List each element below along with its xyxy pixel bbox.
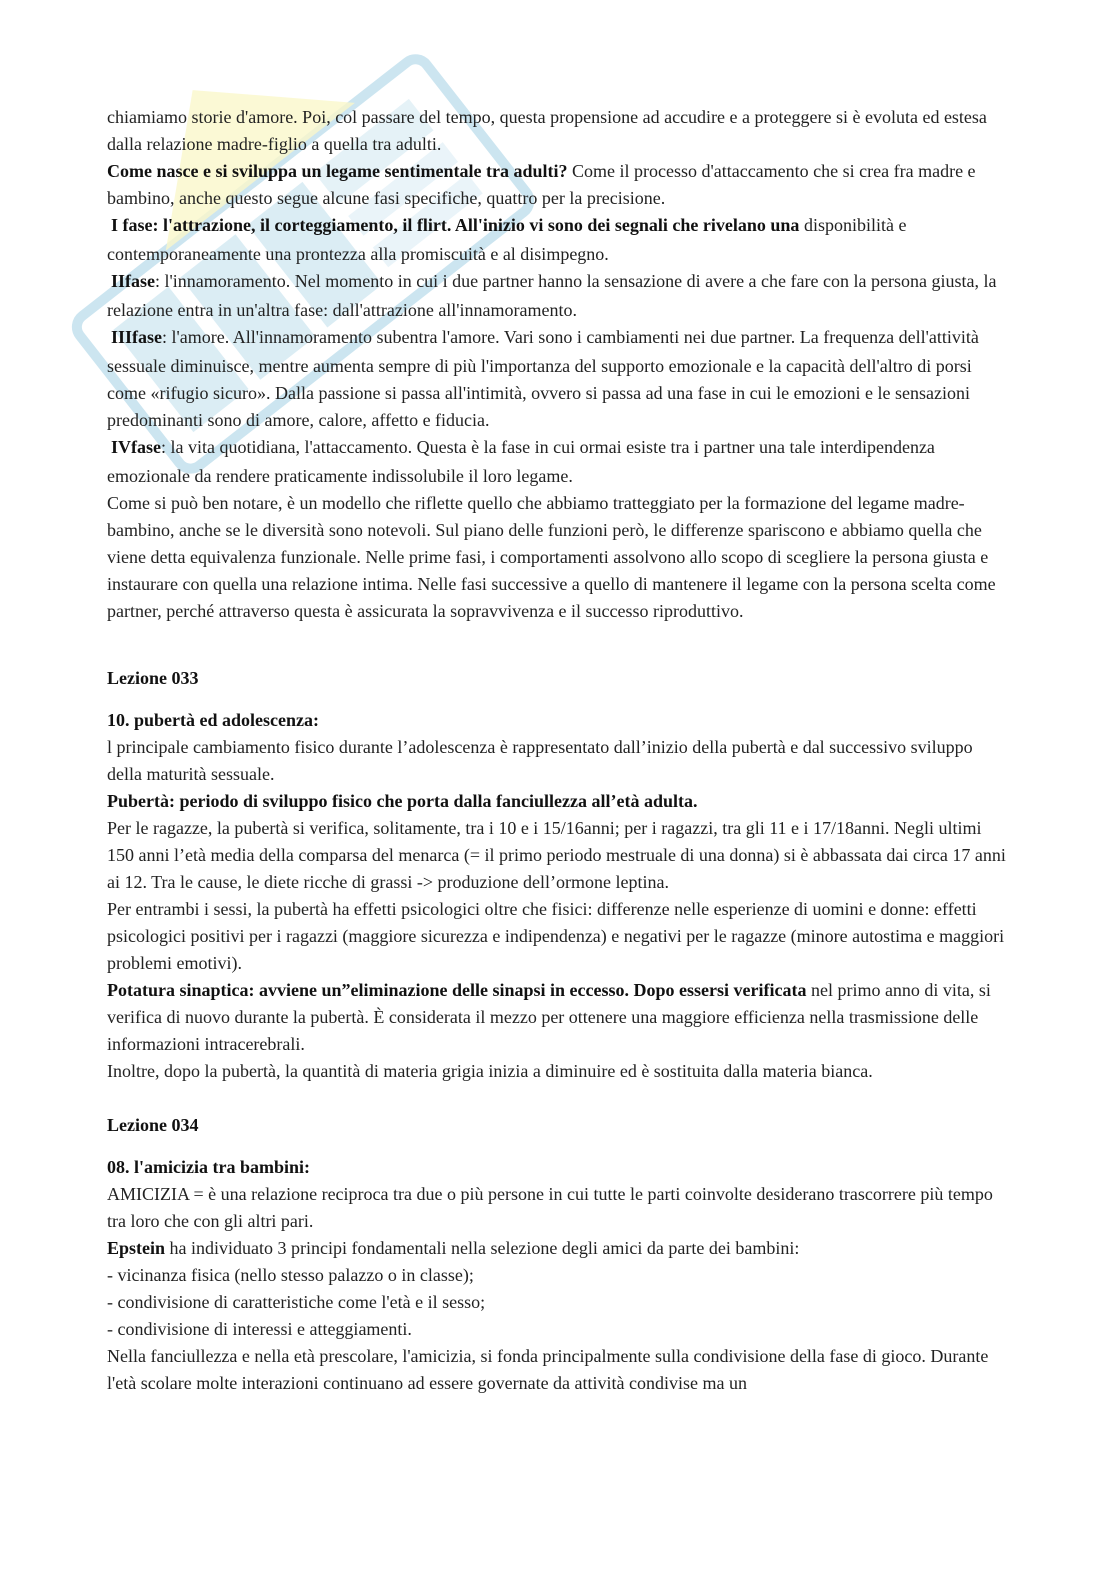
phase-4-bold: IVfase — [111, 437, 161, 457]
lesson-034-title: Lezione 034 — [107, 1115, 199, 1135]
phase-3-text: : l'amore. All'innamoramento subentra l'amore. Vari sono i cambiamenti nei due partner. La frequenza dell'attività sessuale diminuisce, mentre aumenta sempre di più l'importanza del supporto emozionale e la capacità dell'altro di porsi come «rifugio sicuro». Dalla passione si passa all'intimità, ovvero si passa ad una fase in cui le emozioni e le sensazioni predominanti sono di amore, calore, affetto e fiducia. — [107, 327, 979, 430]
epstein-text: ha individuato 3 principi fondamentali nella selezione degli amici da parte dei bambini: — [165, 1238, 800, 1258]
lesson-034-epstein-paragraph — [107, 1235, 1007, 1262]
heading-spacer — [107, 1139, 1007, 1154]
synaptic-pruning-bold: Potatura sinaptica: avviene un”eliminazione delle sinapsi in eccesso. Dopo essersi verificata — [107, 980, 807, 1000]
phase-3-bold: IIIfase — [111, 327, 163, 347]
document-body — [107, 104, 1007, 1397]
phase-1-bold: I fase: l'attrazione, il corteggiamento, il flirt. All'inizio vi sono dei segnali che rivelano una — [111, 215, 800, 235]
intro-conclusion-paragraph: Come si può ben notare, è un modello che riflette quello che abbiamo tratteggiato per la formazione del legame madre-bambino, anche se le diversità sono notevoli. Sul piano delle funzioni però, le differenze spariscono e abbiamo quella che viene detta equivalenza funzionale. Nelle prime fasi, i comportamenti assolvono allo scopo di scegliere la persona giusta e instaurare con quella una relazione intima. Nelle fasi successive a quello di mantenere il legame con la persona scelta come partner, perché attraverso questa è assicurata la sopravvivenza e il successo riproduttivo. — [107, 493, 996, 621]
lesson-034-paragraph-1: AMICIZIA = è una relazione reciproca tra due o più persone in cui tutte le parti coinvolte desiderano trascorrere più tempo tra loro che con gli altri pari. — [107, 1184, 993, 1231]
phase-2-text: : l'innamoramento. Nel momento in cui i due partner hanno la sensazione di avere a che fare con la persona giusta, la relazione entra in un'altra fase: dall'attrazione all'innamoramento. — [107, 271, 997, 320]
lesson-033-paragraph-4: Inoltre, dopo la pubertà, la quantità di materia grigia inizia a diminuire ed è sostituita dalla materia bianca. — [107, 1061, 873, 1081]
phase-3-item — [107, 324, 1007, 434]
intro-question-paragraph — [107, 158, 1007, 212]
intro-question-text: Come il processo d'attaccamento che si crea fra madre e bambino, anche questo segue alcune fasi specifiche, quattro per la precisione. — [107, 161, 976, 208]
heading-spacer — [107, 692, 1007, 707]
lesson-034-paragraph-last: Nella fanciullezza e nella età prescolare, l'amicizia, si fonda principalmente sulla condivisione della fase di gioco. Durante l'età scolare molte interazioni continuano ad essere governate da attività condivise ma un — [107, 1346, 989, 1393]
phase-1-item — [107, 212, 1007, 268]
list-item: - condivisione di interessi e atteggiamenti. — [107, 1319, 412, 1339]
lesson-033-paragraph-3: Per entrambi i sessi, la pubertà ha effetti psicologici oltre che fisici: differenze nelle esperienze di uomini e donne: effetti psicologici positivi per i ragazzi (maggiore sicurezza e indipendenza) e negativi per le ragazze (minore autostima e maggiori problemi emotivi). — [107, 899, 1005, 973]
section-spacer — [107, 625, 1007, 665]
lesson-033-paragraph-2: Per le ragazze, la pubertà si verifica, solitamente, tra i 10 e i 15/16anni; per i ragazzi, tra gli 11 e i 17/18anni. Negli ultimi 150 anni l’età media della comparsa del menarca (= il primo periodo mestruale di una donna) si è abbassata dai circa 17 anni ai 12. Tra le cause, le diete ricche di grassi -> produzione dell’ormone leptina. — [107, 818, 1006, 892]
phase-2-bold: IIfase — [111, 271, 155, 291]
intro-paragraph: chiamiamo storie d'amore. Poi, col passare del tempo, questa propensione ad accudire e a proteggere si è evoluta ed estesa dalla relazione madre-figlio a quella tra adulti. — [107, 107, 987, 154]
synaptic-pruning-text: nel primo anno di vita, si verifica di nuovo durante la pubertà. È considerata il mezzo per ottenere una maggiore efficienza nella trasmissione delle informazioni intracerebrali. — [107, 980, 991, 1054]
phase-1-text: disponibilità e contemporaneamente una prontezza alla promiscuità e al disimpegno. — [107, 215, 907, 264]
phase-4-item — [107, 434, 1007, 490]
lesson-033-subtitle: 10. pubertà ed adolescenza: — [107, 710, 319, 730]
lesson-033-title: Lezione 033 — [107, 668, 199, 688]
lesson-034-subtitle: 08. l'amicizia tra bambini: — [107, 1157, 310, 1177]
phase-4-text: : la vita quotidiana, l'attaccamento. Questa è la fase in cui ormai esiste tra i partner una tale interdipendenza emozionale da rendere praticamente indissolubile il loro legame. — [107, 437, 935, 486]
section-spacer — [107, 1085, 1007, 1112]
phase-2-item — [107, 268, 1007, 324]
lesson-033-paragraph-1: l principale cambiamento fisico durante l’adolescenza è rappresentato dall’inizio della pubertà e dal successivo sviluppo della maturità sessuale. — [107, 737, 973, 784]
lesson-033-definition — [107, 788, 1007, 815]
list-item: - vicinanza fisica (nello stesso palazzo o in classe); — [107, 1265, 474, 1285]
list-item: - condivisione di caratteristiche come l'età e il sesso; — [107, 1292, 486, 1312]
puberty-definition-bold: Pubertà: periodo di sviluppo fisico che porta dalla fanciullezza all’età adulta. — [107, 791, 698, 811]
lesson-033-pruning-paragraph — [107, 977, 1007, 1058]
intro-question-bold: Come nasce e si sviluppa un legame sentimentale tra adulti? — [107, 161, 568, 181]
epstein-bold: Epstein — [107, 1238, 166, 1258]
